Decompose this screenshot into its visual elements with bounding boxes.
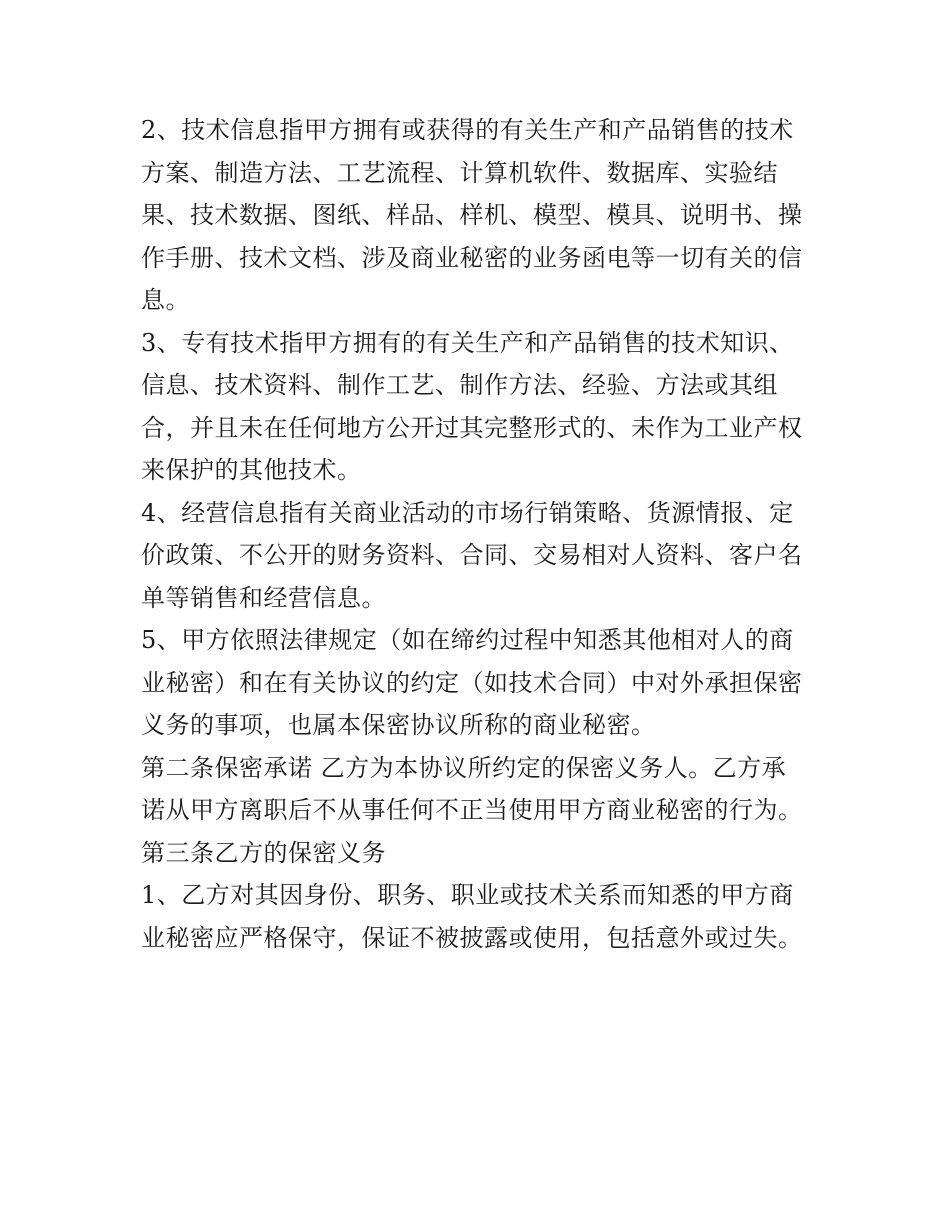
text-line: 息。 (141, 286, 190, 314)
section-heading: 第三条乙方的保密义务 (141, 838, 386, 867)
article-three-heading (141, 832, 817, 875)
text-line: 业秘密）和在有关协议的约定（如技术合同）中对外承担保密 (141, 668, 803, 697)
article-three-clause-one (141, 874, 817, 959)
paragraph-business-info (141, 492, 817, 620)
text-line: 4、经营信息指有关商业活动的市场行销策略、货源情报、定 (141, 498, 794, 527)
document-page (141, 109, 817, 959)
paragraph-proprietary-tech (141, 322, 817, 492)
text-line: 诺从甲方离职后不从事任何不正当使用甲方商业秘密的行为。 (141, 796, 803, 824)
text-line: 合，并且未在任何地方公开过其完整形式的、未作为工业产权 (141, 413, 803, 442)
paragraph-legal-obligations (141, 619, 817, 747)
text-line: 5、甲方依照法律规定（如在缔约过程中知悉其他相对人的商 (141, 626, 794, 654)
text-line: 信息、技术资料、制作工艺、制作方法、经验、方法或其组 (141, 371, 778, 399)
text-line: 3、专有技术指甲方拥有的有关生产和产品销售的技术知识、 (141, 328, 794, 357)
text-line: 价政策、不公开的财务资料、合同、交易相对人资料、客户名 (141, 541, 803, 569)
text-line: 第二条保密承诺 乙方为本协议所约定的保密义务人。乙方承 (141, 753, 787, 782)
text-line: 2、技术信息指甲方拥有或获得的有关生产和产品销售的技术 (141, 116, 794, 144)
text-line: 单等销售和经营信息。 (141, 583, 386, 612)
text-line: 1、乙方对其因身份、职务、职业或技术关系而知悉的甲方商 (141, 881, 794, 909)
text-line: 来保护的其他技术。 (141, 456, 362, 484)
text-line: 果、技术数据、图纸、样品、样机、模型、模具、说明书、操 (141, 201, 803, 229)
article-two-confidentiality-promise (141, 747, 817, 832)
text-line: 作手册、技术文档、涉及商业秘密的业务函电等一切有关的信 (141, 243, 803, 272)
paragraph-technical-info (141, 109, 817, 322)
text-line: 义务的事项，也属本保密协议所称的商业秘密。 (141, 711, 656, 739)
text-line: 业秘密应严格保守，保证不被披露或使用，包括意外或过失。 (141, 923, 803, 952)
text-line: 方案、制造方法、工艺流程、计算机软件、数据库、实验结 (141, 158, 778, 187)
